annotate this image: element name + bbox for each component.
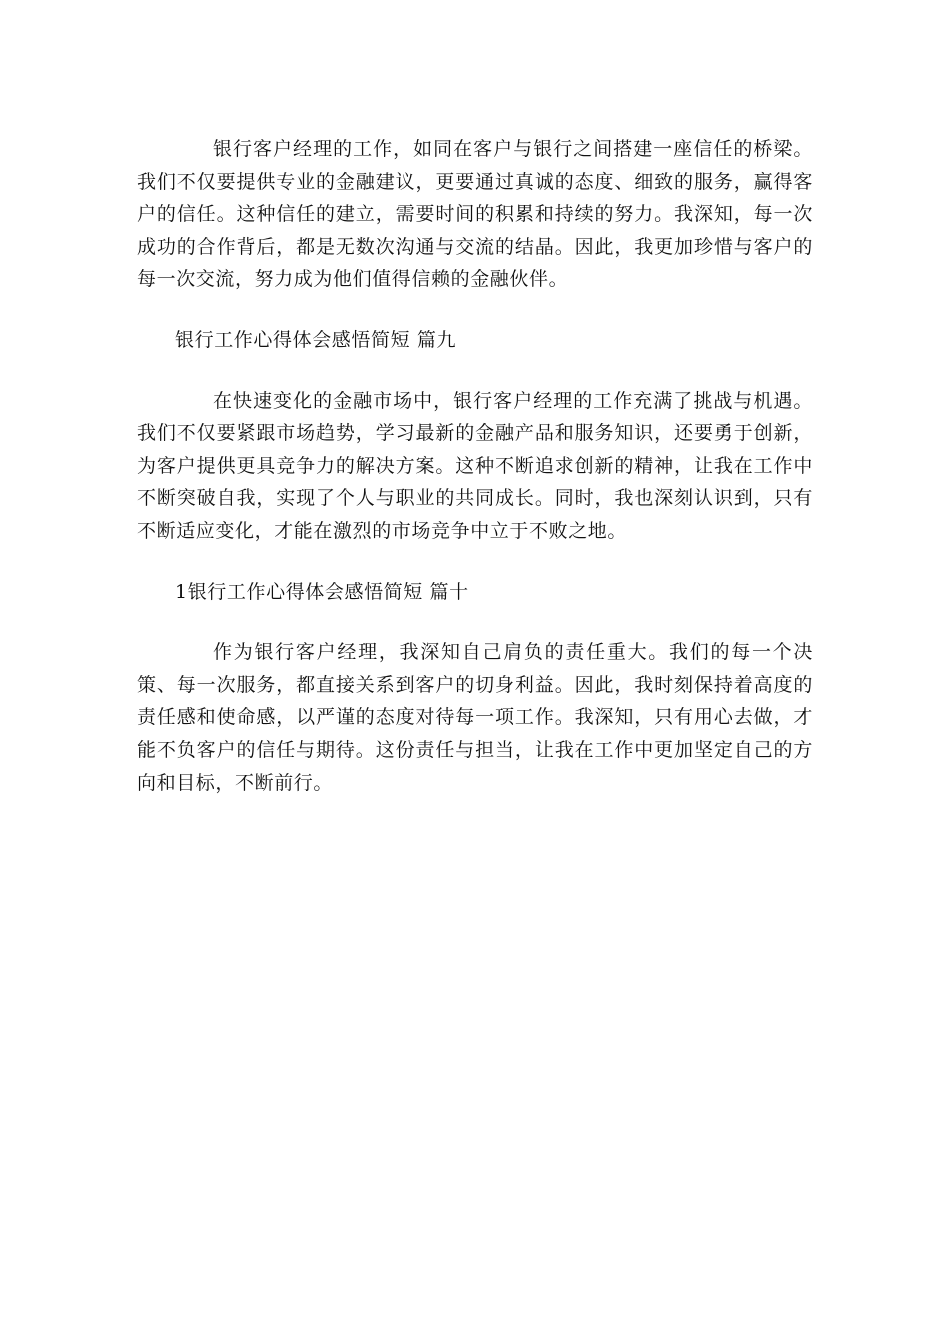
document-body: [137, 133, 813, 799]
paragraph: 银行客户经理的工作，如同在客户与银行之间搭建一座信任的桥梁。我们不仅要提供专业的金融建议，更要通过真诚的态度、细致的服务，赢得客户的信任。这种信任的建立，需要时间的积累和持续的努力。我深知，每一次成功的合作背后，都是无数次沟通与交流的结晶。因此，我更加珍惜与客户的每一次交流，努力成为他们值得信赖的金融伙伴。: [137, 138, 813, 291]
spacer: [137, 608, 813, 636]
section-heading: 1银行工作心得体会感悟简短 篇十: [175, 580, 469, 603]
paragraph: 作为银行客户经理，我深知自己肩负的责任重大。我们的每一个决策、每一次服务，都直接关系到客户的切身利益。因此，我时刻保持着高度的责任感和使命感，以严谨的态度对待每一项工作。我深知，只有用心去做，才能不负客户的信任与期待。这份责任与担当，让我在工作中更加坚定自己的方向和目标，不断前行。: [137, 641, 813, 794]
section-heading: 银行工作心得体会感悟简短 篇九: [175, 328, 457, 351]
paragraph: 在快速变化的金融市场中，银行客户经理的工作充满了挑战与机遇。我们不仅要紧跟市场趋势，学习最新的金融产品和服务知识，还要勇于创新，为客户提供更具竞争力的解决方案。这种不断追求创新的精神，让我在工作中不断突破自我，实现了个人与职业的共同成长。同时，我也深刻认识到，只有不断适应变化，才能在激烈的市场竞争中立于不败之地。: [137, 389, 813, 542]
spacer: [137, 357, 813, 385]
spacer: [137, 296, 813, 324]
spacer: [137, 548, 813, 576]
